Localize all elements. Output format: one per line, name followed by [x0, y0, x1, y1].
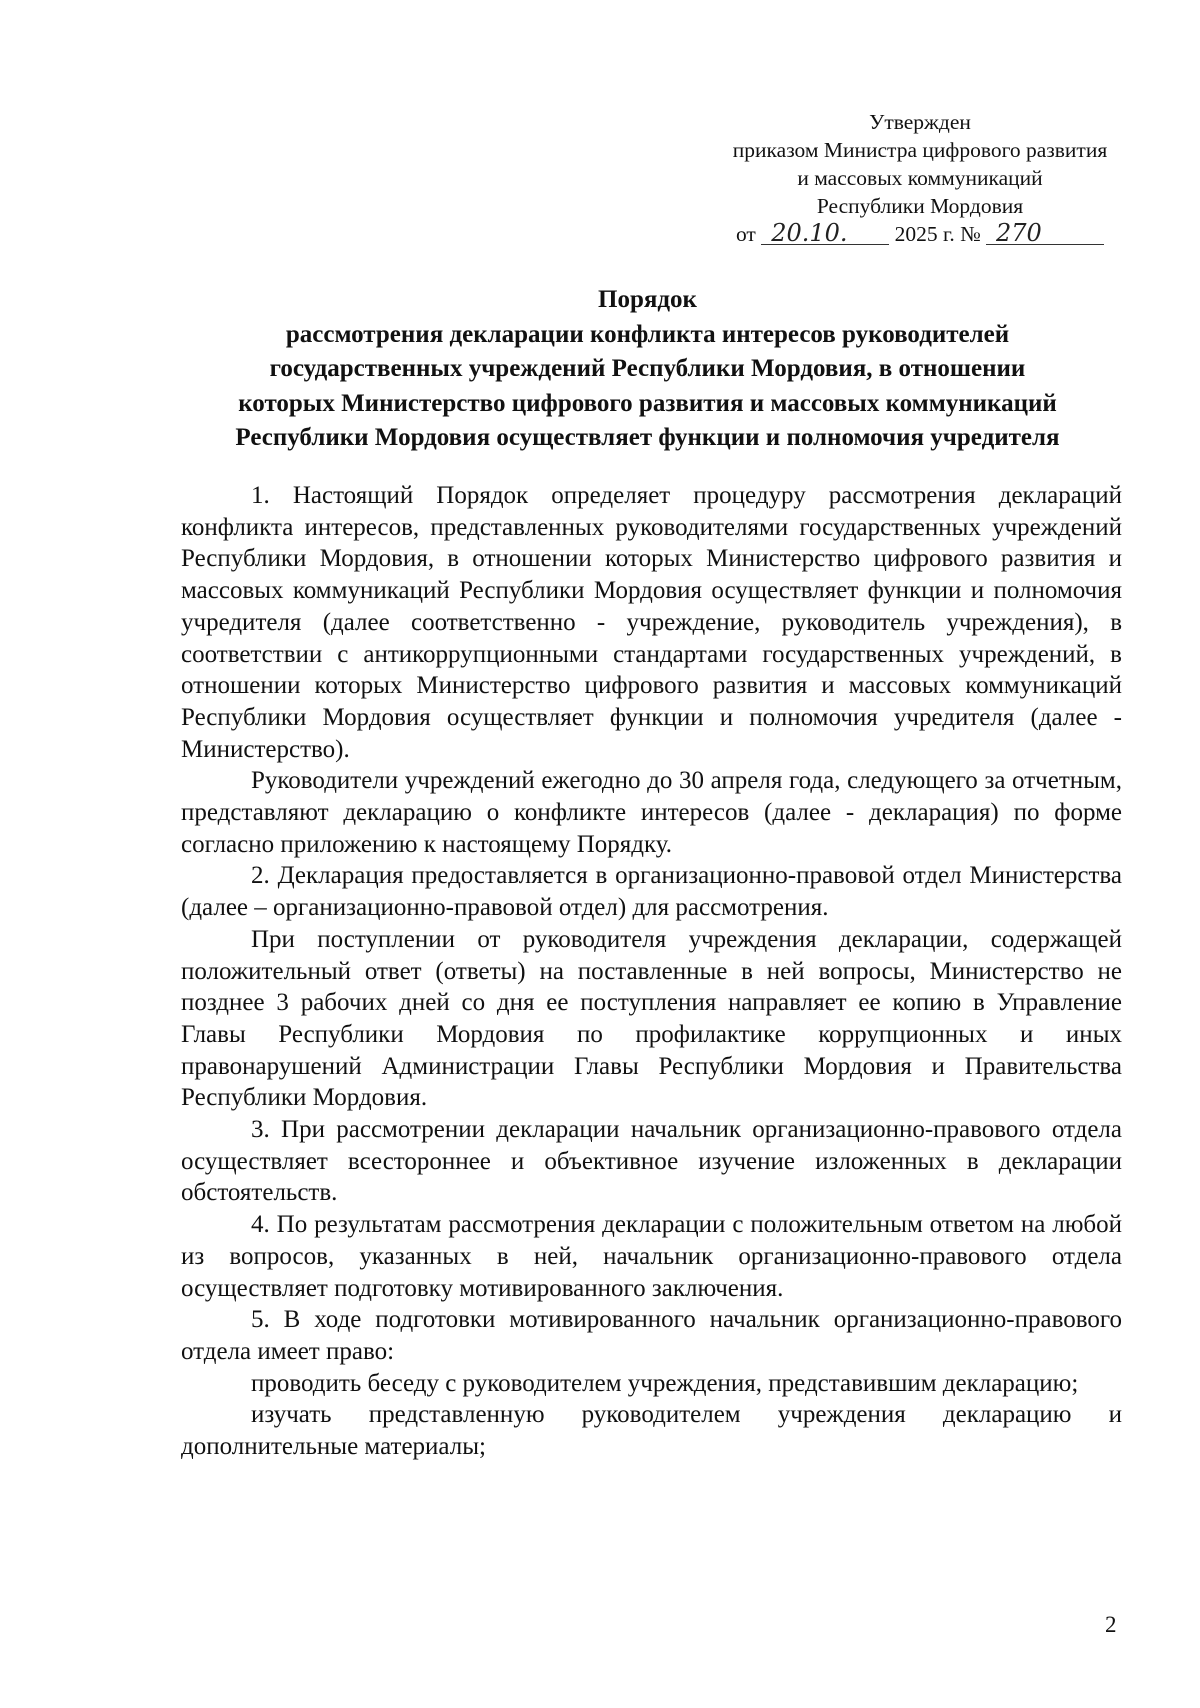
title-line-4: Республики Мордовия осуществляет функции и полномочия учредителя — [235, 424, 1060, 451]
approval-stamp — [690, 108, 1150, 248]
year-text: 2025 г. № — [894, 222, 981, 246]
paragraph-5: 3. При рассмотрении декларации начальник организационно-правового отдела осуществляет всестороннее и объективное изучение изложенных в декларации обстоятельств. — [181, 1116, 1122, 1207]
approval-date-line — [690, 220, 1150, 248]
page-number: 2 — [1105, 1612, 1117, 1637]
handwritten-order-number: 270 — [986, 222, 1104, 245]
paragraph-4: При поступлении от руководителя учреждения декларации, содержащей положительный ответ (ответы) на поставленные в ней вопросы, Министерство не позднее 3 рабочих дней со дня ее поступления направляет ее копию в Управление Главы Республики Мордовия по профилактике коррупционных и иных правонарушений Администрации Главы Республики Мордовия и Правительства Республики Мордовия. — [181, 925, 1122, 1112]
document-title — [170, 283, 1125, 456]
title-line-1: рассмотрения декларации конфликта интересов руководителей — [285, 320, 1010, 348]
paragraph-8: проводить беседу с руководителем учреждения, представившим декларацию; — [251, 1369, 1079, 1397]
approval-line-2: приказом Министра цифрового развития — [732, 138, 1108, 162]
paragraph-2: Руководители учреждений ежегодно до 30 апреля года, следующего за отчетным, представляют декларацию о конфликте интересов (далее - декларация) по форме согласно приложению к настоящему Порядку. — [181, 767, 1122, 858]
date-prefix: от — [735, 222, 756, 246]
paragraph-3: 2. Декларация предоставляется в организационно-правовой отдел Министерства (далее – организационно-правовой отдел) для рассмотрения. — [181, 862, 1122, 922]
title-heading: Порядок — [598, 286, 697, 313]
paragraph-7: 5. В ходе подготовки мотивированного начальник организационно-правового отдела имеет право: — [181, 1306, 1122, 1365]
paragraph-1: 1. Настоящий Порядок определяет процедуру рассмотрения деклараций конфликта интересов, представленных руководителями государственных учреждений Республики Мордовия, в отношении которых Министерство цифрового развития и массовых коммуникаций Республики Мордовия осуществляет функции и полномочия учредителя (далее соответственно - учреждение, руководитель учреждения), в соответствии с антикоррупционными стандартами государственных учреждений, в отношении которых Министерство цифрового развития и массовых коммуникаций Республики Мордовия осуществляет функции и полномочия учредителя (далее - Министерство). — [181, 482, 1122, 763]
approval-line-3: и массовых коммуникаций — [797, 166, 1043, 190]
approval-line-4: Республики Мордовия — [816, 194, 1024, 218]
title-line-2: государственных учреждений Республики Мордовия, в отношении — [269, 355, 1026, 382]
document-body — [181, 480, 1122, 1463]
paragraph-6: 4. По результатам рассмотрения декларации с положительным ответом на любой из вопросов, указанных в ней, начальник организационно-правового отдела осуществляет подготовку мотивированного заключения. — [181, 1211, 1122, 1302]
title-line-3: которых Министерство цифрового развития и массовых коммуникаций — [238, 389, 1057, 417]
paragraph-9: изучать представленную руководителем учреждения декларацию и дополнительные материалы; — [181, 1401, 1122, 1461]
approval-line-1: Утвержден — [869, 110, 971, 134]
handwritten-date: 20.10. — [761, 222, 889, 245]
